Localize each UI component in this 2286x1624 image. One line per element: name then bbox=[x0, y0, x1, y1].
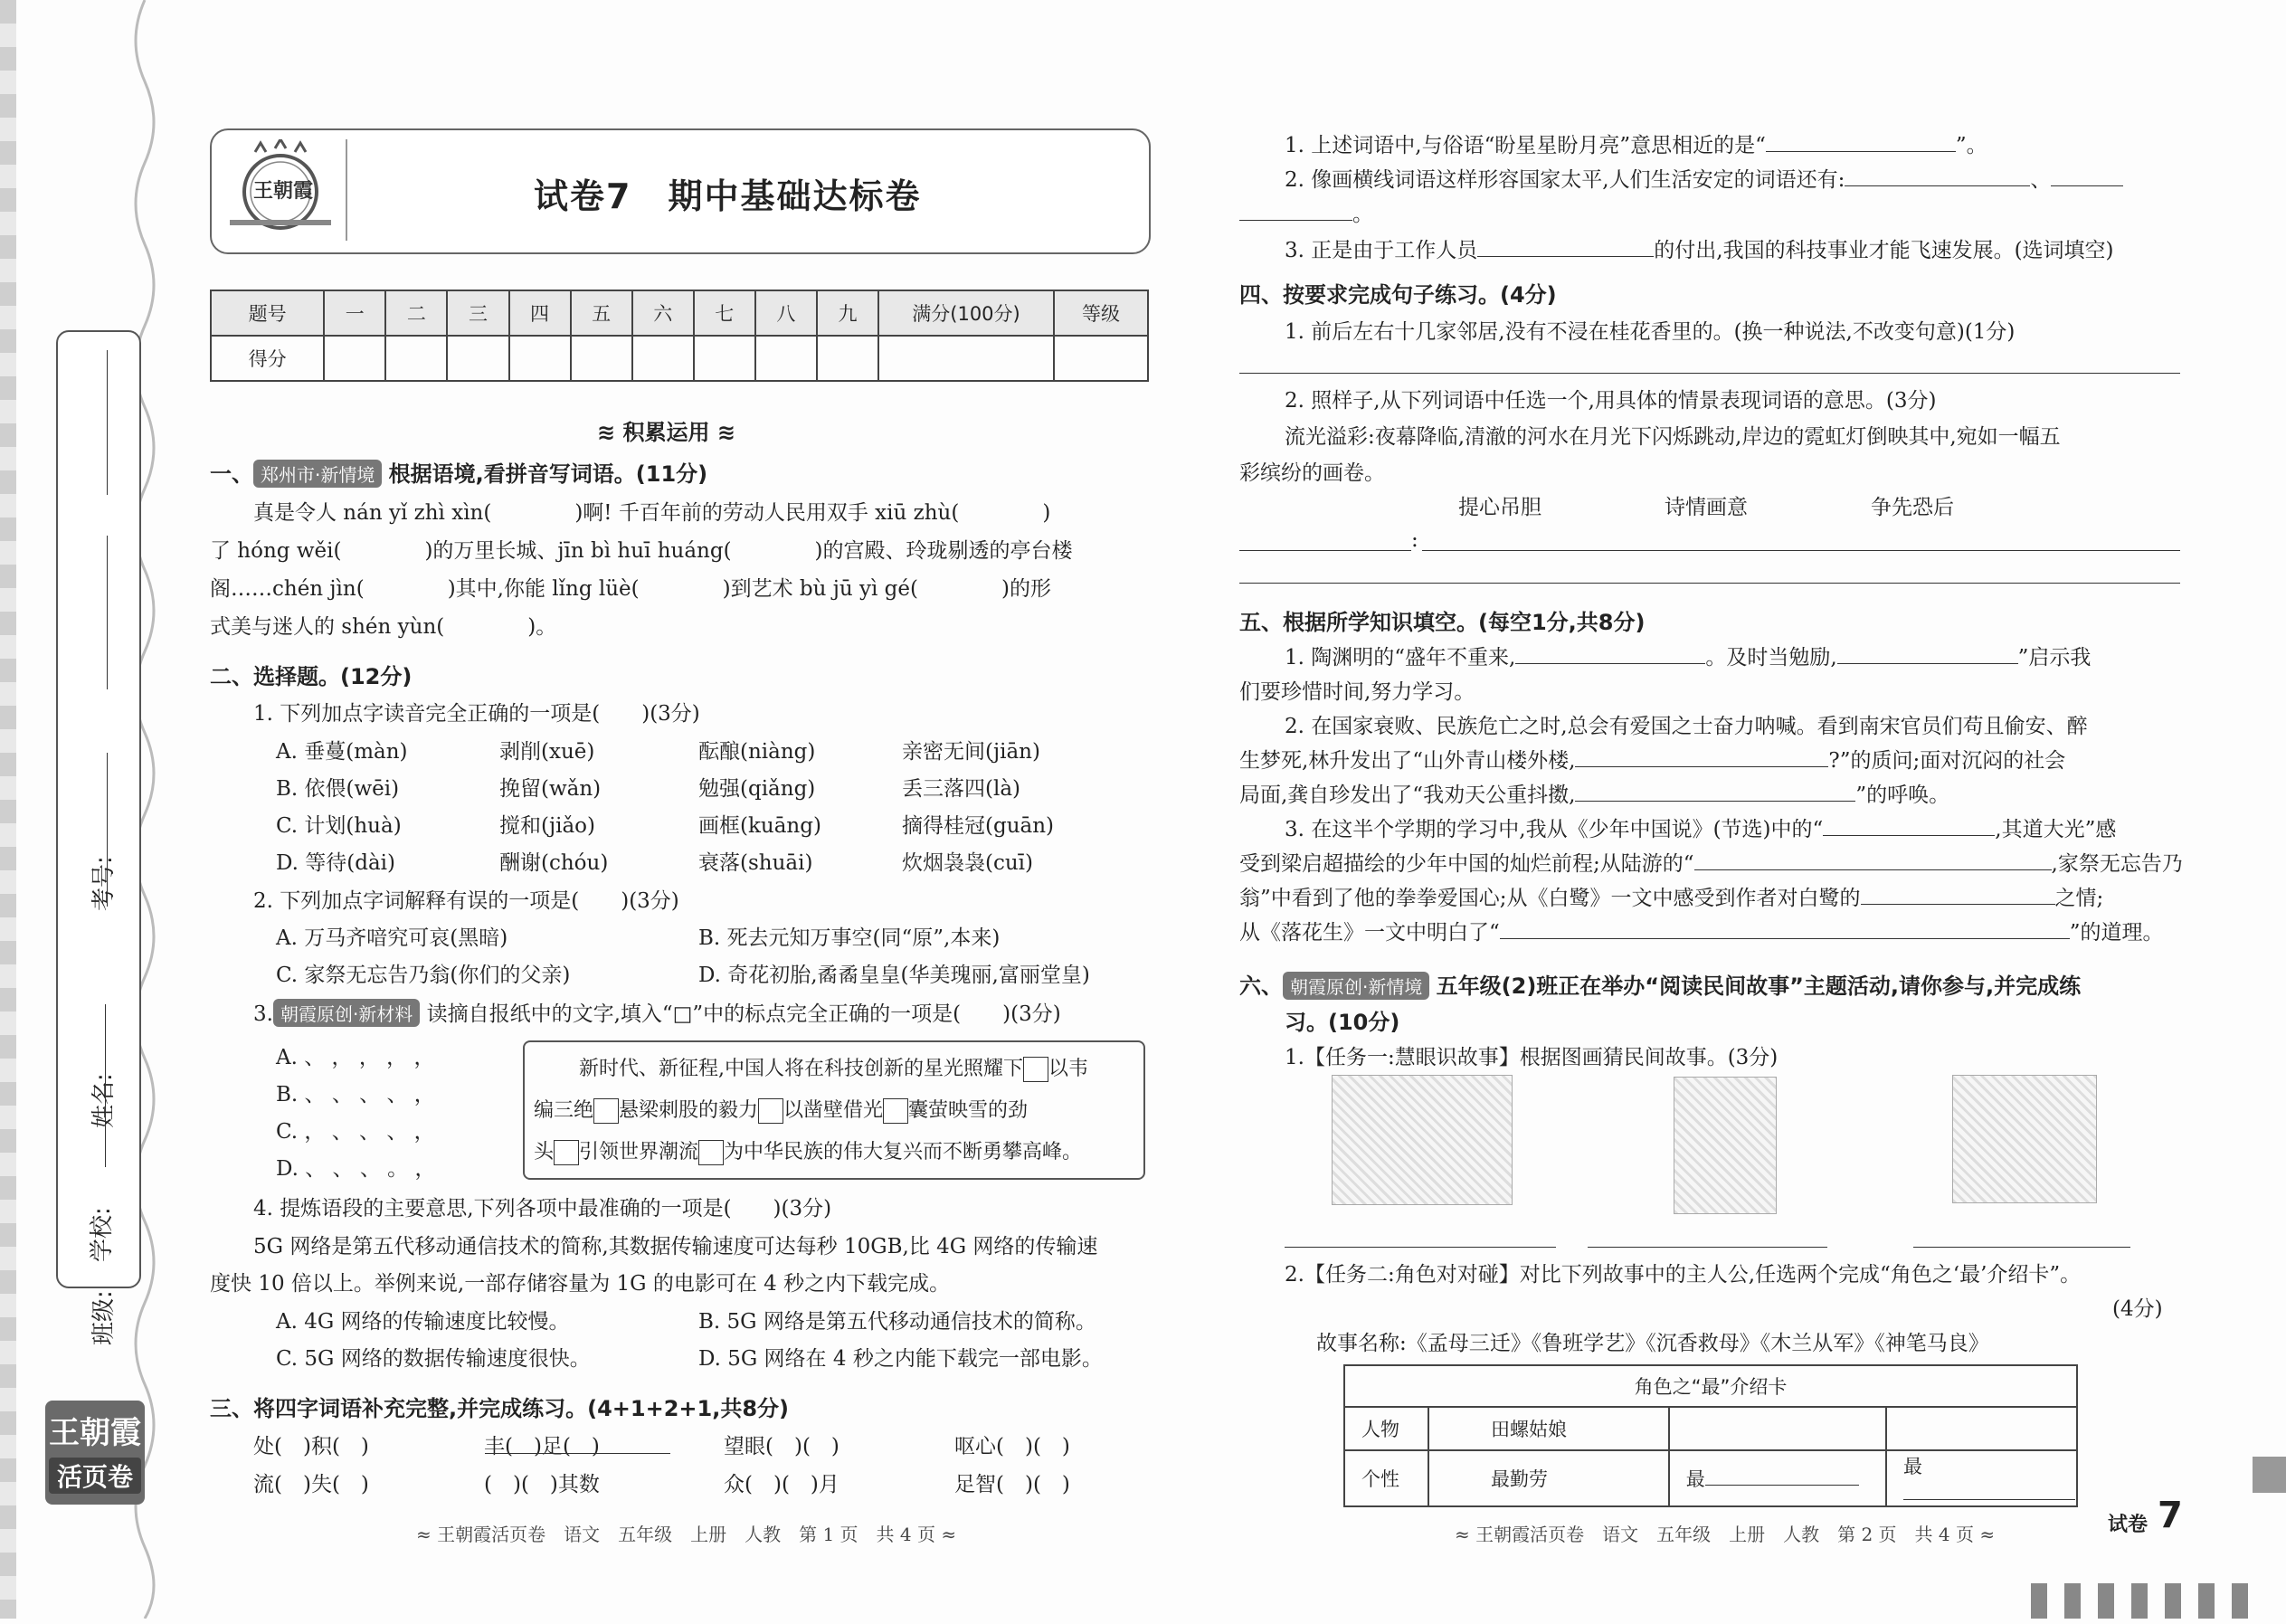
q5-3-c: 受到梁启超描绘的少年中国的灿烂前程;从陆游的“ ,家祭无忘告乃 bbox=[1239, 847, 2183, 877]
score-header: 满分(100分) bbox=[878, 290, 1054, 336]
answer-blank[interactable] bbox=[1575, 781, 1855, 802]
q2-1-option[interactable]: 炊烟袅袅(cuī) bbox=[902, 851, 1033, 875]
q3-idiom[interactable]: 众( )( )月 bbox=[724, 1473, 839, 1496]
xingming-line[interactable] bbox=[107, 536, 108, 689]
card-person-value: 田螺姑娘 bbox=[1428, 1407, 1669, 1450]
score-table bbox=[210, 290, 1149, 382]
newspaper-excerpt: 新时代、新征程,中国人将在科技创新的星光照耀下 以韦 编三绝 悬梁刺股的毅力 以凿壁借光 囊萤映雪的劲 头 引领世界潮流 为中华民族的伟大复兴而不断勇攀高峰。 bbox=[523, 1040, 1145, 1180]
score-header: 二 bbox=[385, 290, 447, 336]
q3-idiom[interactable]: ( )( )其数 bbox=[484, 1473, 600, 1496]
answer-blank[interactable] bbox=[1500, 918, 2070, 939]
q4-word: 提心吊胆 bbox=[1458, 496, 1541, 519]
card-cell[interactable]: 最 bbox=[1886, 1450, 2077, 1506]
left-footer: ≈ 王朝霞活页卷 语文 五年级 上册 人教 第 1 页 共 4 页 ≈ bbox=[416, 1524, 957, 1545]
q2-2-stem: 2. 下列加点字词解释有误的一项是( )(3分) bbox=[253, 889, 679, 913]
q2-1-option[interactable]: D. 等待(dài) bbox=[276, 851, 395, 875]
answer-blank[interactable] bbox=[1837, 643, 2018, 664]
q3-idiom[interactable]: 望眼( )( ) bbox=[724, 1435, 839, 1458]
right-footer: ≈ 王朝霞活页卷 语文 五年级 上册 人教 第 2 页 共 4 页 ≈ bbox=[1455, 1524, 1996, 1545]
card-cell[interactable] bbox=[1669, 1407, 1886, 1450]
answer-blank[interactable] bbox=[2051, 166, 2123, 186]
q3-idiom[interactable]: 足智( )( ) bbox=[954, 1473, 1070, 1496]
q5-1-cont: 们要珍惜时间,努力学习。 bbox=[1239, 680, 1475, 704]
answer-blank[interactable] bbox=[1515, 643, 1705, 664]
q2-4-stem: 4. 提炼语段的主要意思,下列各项中最准确的一项是( )(3分) bbox=[253, 1197, 832, 1220]
brand-seal: 王朝霞 bbox=[228, 139, 347, 241]
kaohao-line[interactable] bbox=[107, 350, 108, 495]
punct-box[interactable] bbox=[698, 1140, 724, 1165]
q3-idiom[interactable]: 处( )积( ) bbox=[253, 1435, 369, 1458]
q6-stories: 故事名称:《孟母三迁》《鲁班学艺》《沉香救母》《木兰从军》《神笔马良》 bbox=[1316, 1332, 1989, 1355]
answer-line[interactable] bbox=[1239, 373, 2180, 374]
q3-idiom[interactable]: 流( )失( ) bbox=[253, 1473, 369, 1496]
answer-line[interactable] bbox=[1913, 1247, 2130, 1248]
q3-idiom[interactable]: 呕心( )( ) bbox=[954, 1435, 1070, 1458]
punct-box[interactable] bbox=[758, 1098, 783, 1124]
q6-heading: 六、 朝霞原创·新情境 五年级(2)班正在举办“阅读民间故事”主题活动,请你参与,并完成练 bbox=[1239, 973, 2082, 999]
q2-heading: 二、选择题。(12分) bbox=[210, 664, 413, 689]
q5-3-g: 从《落花生》一文中明白了“ ”的道理。 bbox=[1239, 916, 2164, 945]
xuexiao-line[interactable] bbox=[105, 1004, 106, 1167]
page-title: 试卷7 期中基础达标卷 bbox=[534, 176, 922, 216]
q2-4-option-a[interactable]: A. 4G 网络的传输速度比较慢。 bbox=[276, 1310, 570, 1334]
q1-line3: 阁……chén jìn( )其中,你能 lǐng lüè( )到艺术 bù jū yì gé( )的形 bbox=[210, 577, 1051, 601]
punct-box[interactable] bbox=[883, 1098, 908, 1124]
q6-heading-cont: 习。(10分) bbox=[1285, 1010, 1400, 1035]
score-cell[interactable] bbox=[632, 336, 694, 381]
score-cell[interactable] bbox=[509, 336, 571, 381]
score-header: 五 bbox=[571, 290, 632, 336]
q2-1-option[interactable]: 酬谢(chóu) bbox=[499, 851, 609, 875]
q1-line4: 式美与迷人的 shén yùn( )。 bbox=[210, 615, 557, 639]
score-cell[interactable] bbox=[878, 336, 1054, 381]
score-header: 七 bbox=[694, 290, 755, 336]
q5-3: 3. 在这半个学期的学习中,我从《少年中国说》(节选)中的“ ,其道大光”感 bbox=[1285, 812, 2116, 842]
q1-line1: 真是令人 nán yǐ zhì xìn( )啊! 千百年前的劳动人民用双手 xiū zhù( ) bbox=[253, 501, 1051, 525]
role-card bbox=[1343, 1364, 2078, 1507]
q2-2-option-b[interactable]: B. 死去元知万事空(同“原”,本来) bbox=[698, 926, 1001, 950]
q2-2-option-a[interactable]: A. 万马齐喑究可哀(黑暗) bbox=[276, 926, 508, 950]
answer-line[interactable] bbox=[1239, 583, 2180, 584]
score-header: 三 bbox=[447, 290, 508, 336]
q4-2: 2. 照样子,从下列词语中任选一个,用具体的情景表现词语的意思。(3分) bbox=[1285, 389, 1937, 413]
q3-heading: 三、将四字词语补充完整,并完成练习。(4+1+2+1,共8分) bbox=[210, 1396, 789, 1421]
score-header: 题号 bbox=[211, 290, 324, 336]
q2-1-option[interactable]: 搅和(jiǎo) bbox=[499, 814, 595, 838]
q2-1-option[interactable]: 丢三落四(là) bbox=[902, 777, 1021, 801]
q2-2-option-c[interactable]: C. 家祭无忘告乃翁(你们的父亲) bbox=[276, 964, 571, 987]
banji-line[interactable] bbox=[107, 753, 108, 907]
score-header: 六 bbox=[632, 290, 694, 336]
q3-idiom[interactable]: 丰( )足( ) bbox=[484, 1435, 600, 1458]
q4-word: 争先恐后 bbox=[1871, 496, 1954, 519]
score-header: 四 bbox=[509, 290, 571, 336]
q4-1: 1. 前后左右十几家邻居,没有不浸在桂花香里的。(换一种说法,不改变句意)(1分) bbox=[1285, 320, 2016, 344]
q5-2-d: 局面,龚自珍发出了“我劝天公重抖擞, ”的呼唤。 bbox=[1239, 778, 1949, 808]
edge-tab bbox=[2253, 1457, 2286, 1493]
student-info-box bbox=[56, 330, 141, 1345]
story-picture-3 bbox=[1952, 1075, 2097, 1203]
story-picture-1 bbox=[1332, 1075, 1513, 1205]
q5-2: 2. 在国家衰败、民族危亡之时,总会有爱国之士奋力呐喊。看到南宋官员们苟且偷安、醉 bbox=[1285, 715, 2088, 738]
answer-blank[interactable] bbox=[1861, 884, 2055, 905]
q2-3-stem: 3. 朝霞原创·新材料 读摘自报纸中的文字,填入“□”中的标点完全正确的一项是( )(3分) bbox=[253, 997, 1061, 1027]
score-cell[interactable] bbox=[755, 336, 817, 381]
q2-1-option[interactable]: 衰落(shuāi) bbox=[698, 851, 813, 875]
q1-line2: 了 hóng wěi( )的万里长城、jīn bì huī huáng( )的宫殿、玲珑剔透的亭台楼 bbox=[210, 539, 1073, 563]
r2-cont: 。 bbox=[1239, 197, 1373, 227]
score-row-label: 得分 bbox=[211, 336, 324, 381]
q5-3-e: 翁”中看到了他的拳拳爱国心;从《白鹭》一文中感受到作者对白鹭的 之情; bbox=[1239, 881, 2103, 911]
q5-1: 1. 陶渊明的“盛年不重来, 。及时当勉励, ”启示我 bbox=[1285, 641, 2091, 670]
q2-1-option[interactable]: A. 垂蔓(màn) bbox=[276, 740, 408, 764]
score-cell[interactable] bbox=[817, 336, 878, 381]
bottom-bars bbox=[2031, 1583, 2265, 1624]
q2-1-option[interactable]: 酝酿(niàng) bbox=[698, 740, 816, 764]
q2-4-passage-1: 5G 网络是第五代移动通信技术的简称,其数据传输速度可达每秒 10GB,比 4G 网络的传输速 bbox=[253, 1235, 1098, 1258]
card-cell[interactable] bbox=[1886, 1407, 2077, 1450]
card-cell[interactable]: 最 bbox=[1669, 1450, 1886, 1506]
q3-underline bbox=[485, 1453, 670, 1454]
q6-2: 2.【任务二:角色对对碰】对比下列故事中的主人公,任选两个完成“角色之‘最’介绍卡”。 bbox=[1285, 1263, 2082, 1287]
r2: 2. 像画横线词语这样形容国家太平,人们生活安定的词语还有: 、 bbox=[1285, 163, 2123, 193]
score-cell[interactable] bbox=[1054, 336, 1148, 381]
q4-2-example-2: 彩缤纷的画卷。 bbox=[1239, 461, 1385, 485]
card-trait-value: 最勤劳 bbox=[1428, 1450, 1669, 1506]
q2-1-option[interactable]: 画框(kuāng) bbox=[698, 814, 821, 838]
card-trait-label: 个性 bbox=[1344, 1450, 1428, 1506]
q6-tag: 朝霞原创·新情境 bbox=[1283, 972, 1429, 1000]
q4-heading: 四、按要求完成句子练习。(4分) bbox=[1239, 282, 1557, 308]
q2-4-option-c[interactable]: C. 5G 网络的数据传输速度很快。 bbox=[276, 1347, 591, 1371]
score-cell[interactable] bbox=[447, 336, 508, 381]
q2-4-option-b[interactable]: B. 5G 网络是第五代移动通信技术的简称。 bbox=[698, 1310, 1096, 1334]
q2-3-option-b[interactable]: B. 、 、 、 、 ， bbox=[276, 1083, 435, 1106]
q6-1: 1.【任务一:慧眼识故事】根据图画猜民间故事。(3分) bbox=[1285, 1046, 1779, 1069]
q4-word: 诗情画意 bbox=[1665, 496, 1748, 519]
punct-box[interactable] bbox=[1023, 1057, 1048, 1082]
q2-1-stem: 1. 下列加点字读音完全正确的一项是( )(3分) bbox=[253, 702, 700, 726]
answer-blank[interactable] bbox=[1823, 815, 1995, 836]
answer-line[interactable] bbox=[1422, 550, 2180, 551]
q2-2-option-d[interactable]: D. 奇花初胎,矞矞皇皇(华美瑰丽,富丽堂皇) bbox=[698, 964, 1090, 987]
exam-label: 试卷 bbox=[2108, 1514, 2148, 1536]
q2-1-option[interactable]: B. 依偎(wēi) bbox=[276, 777, 400, 801]
answer-blank[interactable] bbox=[1477, 236, 1654, 257]
answer-line[interactable] bbox=[1285, 1247, 1556, 1248]
q2-4-option-d[interactable]: D. 5G 网络在 4 秒之内能下载完一部电影。 bbox=[698, 1347, 1103, 1371]
xuexiao-label: 学校: bbox=[89, 1207, 116, 1262]
q2-1-option[interactable]: 亲密无间(jiān) bbox=[902, 740, 1040, 764]
q2-1-option[interactable]: 摘得桂冠(guān) bbox=[902, 814, 1055, 838]
r3: 3. 正是由于工作人员 的付出,我国的科技事业才能飞速发展。(选词填空) bbox=[1285, 233, 2114, 263]
card-title: 角色之“最”介绍卡 bbox=[1344, 1365, 2077, 1407]
score-cell[interactable] bbox=[571, 336, 632, 381]
q5-heading: 五、根据所学知识填空。(每空1分,共8分) bbox=[1239, 610, 1646, 635]
score-cell[interactable] bbox=[385, 336, 447, 381]
q6-2-score: (4分) bbox=[2112, 1297, 2163, 1321]
answer-blank[interactable] bbox=[1239, 200, 1352, 221]
r1: 1. 上述词语中,与俗语“盼星星盼月亮”意思相近的是“ ”。 bbox=[1285, 128, 1987, 158]
q4-2-example-1: 流光溢彩:夜幕降临,清澈的河水在月光下闪烁跳动,岸边的霓虹灯倒映其中,宛如一幅五 bbox=[1285, 425, 2061, 449]
banji-label: 班级: bbox=[90, 1290, 118, 1345]
q2-3-tag: 朝霞原创·新材料 bbox=[273, 999, 420, 1027]
answer-blank[interactable] bbox=[1694, 850, 2052, 870]
answer-line[interactable] bbox=[1588, 1247, 1827, 1248]
punct-box[interactable] bbox=[554, 1140, 579, 1165]
q2-3-option-d[interactable]: D. 、 、 、 。 ， bbox=[276, 1157, 436, 1181]
xingming-label: 姓名: bbox=[90, 1073, 118, 1128]
card-person-label: 人物 bbox=[1344, 1407, 1428, 1450]
answer-line[interactable] bbox=[1239, 550, 1411, 551]
q2-4-passage-2: 度快 10 倍以上。举例来说,一部存储容量为 1G 的电影可在 4 秒之内下载完成。 bbox=[210, 1272, 951, 1296]
answer-blank[interactable] bbox=[1845, 166, 2030, 186]
q2-3-option-c[interactable]: C. ， 、 、 、 ， bbox=[276, 1120, 435, 1144]
section-heading: ≋ 积累运用 ≋ bbox=[597, 420, 735, 445]
binding-strip bbox=[0, 0, 16, 1619]
q1-tag: 郑州市·新情境 bbox=[253, 460, 382, 488]
q2-1-option[interactable]: C. 计划(huà) bbox=[276, 814, 402, 838]
score-cell[interactable] bbox=[324, 336, 385, 381]
punct-box[interactable] bbox=[593, 1098, 619, 1124]
q2-1-option[interactable]: 勉强(qiǎng) bbox=[698, 777, 816, 801]
score-header: 等级 bbox=[1054, 290, 1148, 336]
answer-blank[interactable] bbox=[1575, 746, 1828, 767]
score-header: 九 bbox=[817, 290, 878, 336]
q2-1-option[interactable]: 挽留(wǎn) bbox=[499, 777, 602, 801]
kaohao-label: 考号: bbox=[90, 856, 118, 911]
score-header: 一 bbox=[324, 290, 385, 336]
score-cell[interactable] bbox=[694, 336, 755, 381]
brand-logo: 王朝霞 活页卷 bbox=[45, 1401, 145, 1505]
score-header: 八 bbox=[755, 290, 817, 336]
exam-number: 7 bbox=[2158, 1495, 2183, 1536]
answer-blank[interactable] bbox=[1766, 131, 1956, 152]
q1-heading: 一、 郑州市·新情境 根据语境,看拼音写词语。(11分) bbox=[210, 461, 708, 487]
q2-1-option[interactable]: 剥削(xuē) bbox=[499, 740, 595, 764]
story-picture-2 bbox=[1674, 1077, 1777, 1214]
q5-2-b: 生梦死,林升发出了“山外青山楼外楼, ?”的质问;面对沉闷的社会 bbox=[1239, 744, 2065, 774]
q2-3-option-a[interactable]: A. 、 ， ， ， ， bbox=[276, 1046, 435, 1069]
